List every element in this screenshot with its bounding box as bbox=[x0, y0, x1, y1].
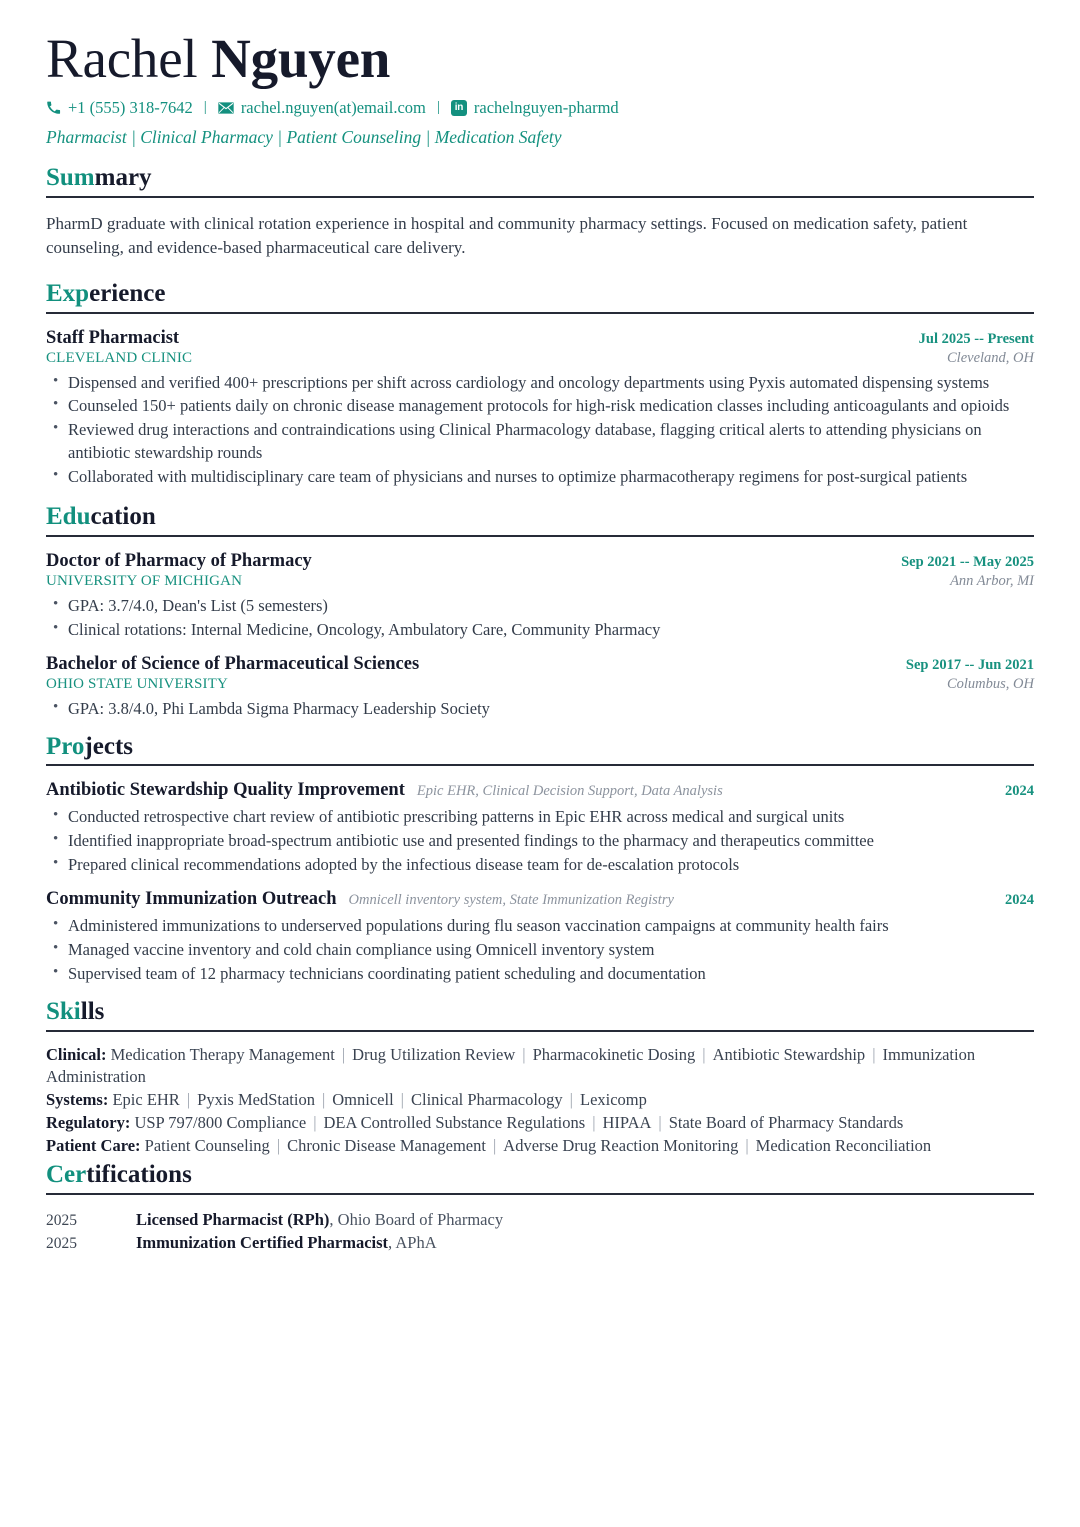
skill-item: DEA Controlled Substance Regulations bbox=[323, 1112, 586, 1132]
skill-separator: | bbox=[702, 1044, 706, 1064]
section-heading-summary bbox=[46, 164, 1034, 198]
section-certifications bbox=[46, 1161, 1034, 1255]
section-heading-education bbox=[46, 503, 1034, 537]
section-heading-experience bbox=[46, 280, 1034, 314]
bullet-item: • Administered immunizations to underserved populations during flu season vaccination campaigns at community health fairs bbox=[46, 915, 1034, 938]
skill-separator: | bbox=[313, 1112, 317, 1132]
entry-location: Columbus, OH bbox=[946, 675, 1034, 692]
project-entry bbox=[46, 889, 1034, 986]
bullet-item: • Managed vaccine inventory and cold chain compliance using Omnicell inventory system bbox=[46, 939, 1034, 962]
skill-item: State Board of Pharmacy Standards bbox=[668, 1112, 904, 1132]
summary-text: PharmD graduate with clinical rotation experience in hospital and community pharmacy settings. Focused on medication safety, patient counseling, and evidence-based pharmaceutical care delivery. bbox=[46, 213, 968, 257]
contact-linkedin[interactable] bbox=[451, 98, 619, 118]
entry-location: Ann Arbor, MI bbox=[950, 572, 1034, 589]
skill-row bbox=[46, 1112, 1034, 1134]
skill-separator: | bbox=[186, 1089, 191, 1109]
skill-separator: | bbox=[400, 1089, 404, 1109]
skill-row bbox=[46, 1135, 1034, 1157]
bullet-item: • Conducted retrospective chart review of antibiotic prescribing patterns in Epic EHR across medical and surgical units bbox=[46, 806, 1034, 829]
skill-item: Adverse Drug Reaction Monitoring bbox=[503, 1136, 739, 1156]
skill-separator: | bbox=[276, 1136, 281, 1156]
skill-separator: | bbox=[745, 1136, 749, 1156]
skill-separator: | bbox=[569, 1089, 573, 1109]
skill-item: Pharmacokinetic Dosing bbox=[532, 1044, 696, 1064]
project-title: Community Immunization Outreach bbox=[46, 889, 337, 910]
skill-item: Drug Utilization Review bbox=[352, 1044, 516, 1064]
linkedin-icon: in bbox=[451, 100, 467, 116]
last-name: Nguyen bbox=[211, 28, 391, 89]
skill-separator: | bbox=[658, 1112, 662, 1132]
skill-item: Patient Counseling bbox=[144, 1136, 270, 1156]
entry-organization: CLEVELAND CLINIC bbox=[46, 349, 193, 366]
entry-organization: OHIO STATE UNIVERSITY bbox=[46, 675, 228, 692]
bullet-list bbox=[46, 372, 1034, 490]
experience-entry bbox=[46, 328, 1034, 490]
linkedin-text: rachelnguyen-pharmd bbox=[473, 97, 619, 117]
entry-title: Doctor of Pharmacy of Pharmacy bbox=[46, 550, 312, 571]
entry-subheader bbox=[46, 676, 1034, 693]
skill-item: Medication Therapy Management bbox=[110, 1044, 335, 1064]
contact-separator-2: | bbox=[436, 99, 440, 116]
bullet-item: • GPA: 3.8/4.0, Phi Lambda Sigma Pharmacy Leadership Society bbox=[46, 698, 1034, 721]
skill-item: Omnicell bbox=[332, 1089, 394, 1109]
certifications-list bbox=[46, 1209, 1034, 1255]
entry-date: Sep 2017 -- Jun 2021 bbox=[905, 656, 1034, 673]
phone-icon bbox=[46, 100, 61, 115]
project-entry bbox=[46, 780, 1034, 877]
education-entry bbox=[46, 551, 1034, 642]
project-header-left bbox=[46, 780, 723, 801]
bullet-item: • Collaborated with multidisciplinary care team of physicians and nurses to optimize pharmacotherapy regimens for post-surgical patients bbox=[46, 466, 1034, 489]
skill-item: Pyxis MedStation bbox=[197, 1089, 315, 1109]
bullet-item: • Supervised team of 12 pharmacy technicians coordinating patient scheduling and documentation bbox=[46, 963, 1034, 986]
skill-item: Epic EHR bbox=[112, 1089, 180, 1109]
bullet-list bbox=[46, 915, 1034, 986]
entry-subheader bbox=[46, 573, 1034, 590]
first-name: Rachel bbox=[46, 28, 212, 89]
certification-body bbox=[136, 1209, 503, 1231]
section-heading-skills bbox=[46, 998, 1034, 1032]
skill-item: Lexicomp bbox=[579, 1089, 647, 1109]
heading-accent: Pro bbox=[46, 732, 85, 760]
section-heading-certifications bbox=[46, 1161, 1034, 1195]
project-stack: Omnicell inventory system, State Immunization Registry bbox=[348, 892, 674, 909]
skill-item: HIPAA bbox=[602, 1112, 652, 1132]
heading-accent: Edu bbox=[46, 503, 91, 531]
bullet-item: • Counseled 150+ patients daily on chronic disease management protocols for high-risk medication classes including anticoagulants and opioids bbox=[46, 395, 1034, 418]
section-skills bbox=[46, 998, 1034, 1157]
bullet-item: • Dispensed and verified 400+ prescriptions per shift across cardiology and oncology departments using Pyxis automated dispensing systems bbox=[46, 372, 1034, 395]
bullet-list bbox=[46, 595, 1034, 642]
skill-separator: | bbox=[522, 1044, 526, 1064]
certification-year: 2025 bbox=[46, 1211, 77, 1229]
heading-accent: Ski bbox=[46, 997, 81, 1025]
bullet-item: • GPA: 3.7/4.0, Dean's List (5 semesters) bbox=[46, 595, 1034, 618]
skill-item: USP 797/800 Compliance bbox=[134, 1112, 307, 1132]
skill-row bbox=[46, 1089, 1034, 1111]
skill-category: Systems: bbox=[46, 1089, 109, 1109]
entry-date: Jul 2025 -- Present bbox=[918, 330, 1034, 347]
entry-subheader bbox=[46, 350, 1034, 367]
project-year: 2024 bbox=[1005, 783, 1034, 800]
entry-title: Staff Pharmacist bbox=[46, 327, 180, 348]
certification-name: Licensed Pharmacist (RPh) bbox=[136, 1209, 330, 1229]
skill-separator: | bbox=[321, 1089, 326, 1109]
resume-header bbox=[46, 30, 1034, 148]
certification-year: 2025 bbox=[46, 1235, 77, 1253]
skill-item: Antibiotic Stewardship bbox=[712, 1044, 866, 1064]
section-projects bbox=[46, 733, 1034, 986]
experience-list bbox=[46, 328, 1034, 490]
skill-item: Immunization Administration bbox=[46, 1044, 976, 1086]
envelope-icon bbox=[218, 102, 234, 114]
skills-list bbox=[46, 1044, 1034, 1158]
project-title: Antibiotic Stewardship Quality Improvement bbox=[46, 780, 405, 801]
certification-issuer: , APhA bbox=[388, 1233, 437, 1253]
section-experience bbox=[46, 280, 1034, 489]
section-education bbox=[46, 503, 1034, 721]
certification-name: Immunization Certified Pharmacist bbox=[136, 1233, 389, 1253]
project-year: 2024 bbox=[1005, 892, 1034, 909]
entry-header bbox=[46, 551, 1034, 572]
education-entry bbox=[46, 654, 1034, 721]
heading-rest: mary bbox=[94, 163, 152, 191]
page-title bbox=[46, 30, 1034, 88]
heading-rest: tifications bbox=[86, 1161, 192, 1189]
skill-separator: | bbox=[592, 1112, 596, 1132]
certification-row bbox=[46, 1209, 1034, 1231]
certification-row bbox=[46, 1232, 1034, 1254]
heading-rest: cation bbox=[90, 503, 156, 531]
heading-accent: Sum bbox=[46, 163, 95, 191]
skill-separator: | bbox=[872, 1044, 876, 1064]
project-header bbox=[46, 889, 1034, 910]
projects-list bbox=[46, 780, 1034, 986]
entry-organization: UNIVERSITY OF MICHIGAN bbox=[46, 572, 243, 589]
contact-phone[interactable] bbox=[46, 98, 193, 118]
bullet-item: • Clinical rotations: Internal Medicine, Oncology, Ambulatory Care, Community Pharmacy bbox=[46, 619, 1034, 642]
project-header-left bbox=[46, 889, 674, 910]
heading-accent: Exp bbox=[46, 279, 90, 307]
heading-rest: jects bbox=[84, 732, 133, 760]
certification-body bbox=[136, 1232, 437, 1254]
contact-separator-1: | bbox=[203, 99, 207, 116]
bullet-item: • Identified inappropriate broad-spectrum antibiotic use and presented findings to the pharmacy and therapeutics committee bbox=[46, 830, 1034, 853]
section-heading-projects bbox=[46, 733, 1034, 767]
heading-rest: lls bbox=[80, 997, 105, 1025]
project-stack: Epic EHR, Clinical Decision Support, Data Analysis bbox=[416, 783, 723, 800]
bullet-item: • Prepared clinical recommendations adopted by the infectious disease team for de-escalation protocols bbox=[46, 854, 1034, 877]
skill-item: Medication Reconciliation bbox=[755, 1136, 932, 1156]
skill-item: Clinical Pharmacology bbox=[410, 1089, 563, 1109]
project-header bbox=[46, 780, 1034, 801]
entry-title: Bachelor of Science of Pharmaceutical Sciences bbox=[46, 653, 420, 674]
skill-item: Chronic Disease Management bbox=[287, 1136, 486, 1156]
skill-separator: | bbox=[492, 1136, 497, 1156]
skill-row bbox=[46, 1044, 1034, 1088]
heading-accent: Cer bbox=[46, 1161, 87, 1189]
entry-location: Cleveland, OH bbox=[947, 349, 1034, 366]
section-summary bbox=[46, 164, 1034, 260]
skill-category: Regulatory: bbox=[46, 1112, 131, 1132]
bullet-list bbox=[46, 698, 1034, 721]
bullet-item: • Reviewed drug interactions and contraindications using Clinical Pharmacology database, flagging critical alerts to attending physicians on antibiotic stewardship rounds bbox=[46, 419, 1034, 465]
certification-issuer: , Ohio Board of Pharmacy bbox=[329, 1209, 504, 1229]
tagline: Pharmacist | Clinical Pharmacy | Patient Counseling | Medication Safety bbox=[46, 126, 562, 147]
contact-email[interactable] bbox=[218, 98, 426, 118]
phone-text: +1 (555) 318-7642 bbox=[68, 97, 193, 117]
education-list bbox=[46, 551, 1034, 721]
entry-header bbox=[46, 654, 1034, 675]
heading-rest: erience bbox=[89, 279, 166, 307]
entry-header bbox=[46, 328, 1034, 349]
bullet-list bbox=[46, 806, 1034, 877]
skill-category: Patient Care: bbox=[46, 1136, 141, 1156]
contact-row bbox=[46, 98, 1034, 118]
email-text: rachel.nguyen(at)email.com bbox=[240, 97, 426, 117]
skill-separator: | bbox=[341, 1044, 346, 1064]
skill-category: Clinical: bbox=[46, 1044, 107, 1064]
entry-date: Sep 2021 -- May 2025 bbox=[901, 553, 1034, 570]
